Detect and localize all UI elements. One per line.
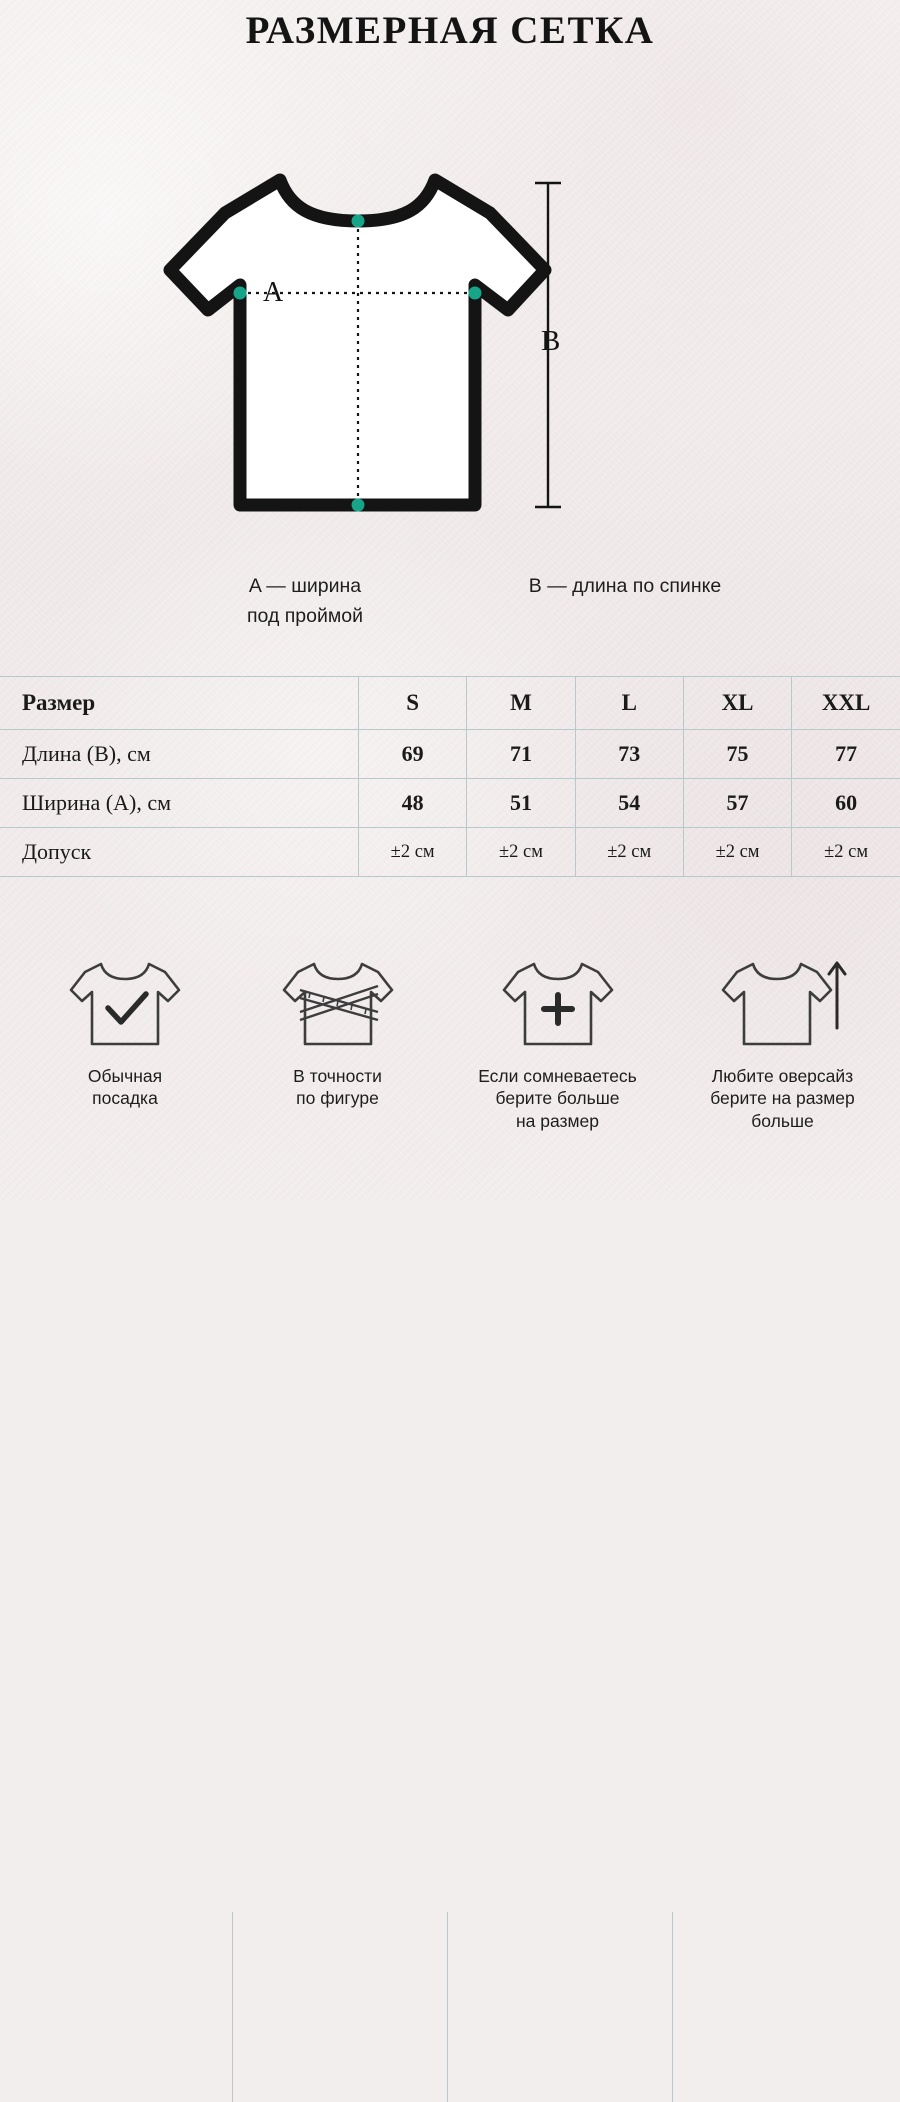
fit-label-line3: больше	[751, 1110, 814, 1131]
cell-width-xl: 57	[683, 779, 791, 828]
fit-option-regular	[20, 950, 230, 1110]
fit-label-line2: берите на размер	[710, 1088, 855, 1109]
fit-divider-3	[672, 1912, 673, 2102]
table-header-s: S	[359, 677, 467, 730]
tshirt-measurement-diagram	[0, 95, 900, 555]
row-label-length: Длина (B), см	[0, 730, 359, 779]
fit-option-size-up-if-unsure	[445, 950, 670, 1132]
fit-option-exact	[230, 950, 445, 1110]
diagram-label-a: A	[263, 277, 284, 308]
diagram-label-b: B	[541, 325, 561, 357]
fit-label-line1: Если сомневаетесь	[478, 1066, 637, 1086]
cell-tol-l: ±2 см	[575, 828, 683, 877]
size-table-wrapper	[0, 676, 900, 877]
legend-b	[450, 575, 800, 598]
cell-tol-xl: ±2 см	[683, 828, 791, 877]
row-label-width: Ширина (A), см	[0, 779, 359, 828]
cell-length-m: 71	[467, 730, 575, 779]
legend-b-line1: B — длина по спинке	[528, 575, 722, 597]
fit-label-line1: В точности	[293, 1066, 382, 1086]
fit-divider-1	[232, 1912, 233, 2102]
fit-divider-2	[447, 1912, 448, 2102]
cell-length-xl: 75	[683, 730, 791, 779]
point-a-right	[469, 287, 482, 300]
cell-width-m: 51	[467, 779, 575, 828]
tshirt-check-icon	[20, 950, 230, 1055]
table-header-row	[0, 677, 900, 730]
fit-label-line2: посадка	[92, 1088, 158, 1109]
cell-width-xxl: 60	[792, 779, 900, 828]
table-row	[0, 730, 900, 779]
point-b-top	[352, 215, 365, 228]
legend-a-line2: под проймой	[246, 605, 364, 627]
cell-width-s: 48	[359, 779, 467, 828]
table-header-xl: XL	[683, 677, 791, 730]
tshirt-tape-icon	[230, 950, 445, 1055]
table-header-m: M	[467, 677, 575, 730]
point-a-left	[234, 287, 247, 300]
fit-label-line1: Любите оверсайз	[711, 1066, 854, 1086]
legend-a-line1: A — ширина	[248, 575, 362, 597]
cell-tol-m: ±2 см	[467, 828, 575, 877]
cell-tol-s: ±2 см	[359, 828, 467, 877]
fit-label-line3: на размер	[515, 1110, 600, 1131]
cell-tol-xxl: ±2 см	[792, 828, 900, 877]
tshirt-plus-icon	[445, 950, 670, 1055]
fit-label-line1: Обычная	[87, 1066, 163, 1086]
table-header-size: Размер	[0, 677, 359, 730]
table-header-l: L	[575, 677, 683, 730]
tshirt-arrow-up-icon	[670, 950, 895, 1055]
cell-length-xxl: 77	[792, 730, 900, 779]
row-label-tolerance: Допуск	[0, 828, 359, 877]
page-title: РАЗМЕРНАЯ СЕТКА	[245, 9, 655, 52]
size-table	[0, 676, 900, 877]
cell-length-s: 69	[359, 730, 467, 779]
fit-label-line2: по фигуре	[296, 1088, 379, 1109]
tshirt-svg	[130, 95, 770, 535]
cell-length-l: 73	[575, 730, 683, 779]
fit-option-oversize	[670, 950, 895, 1132]
fit-label-line2: берите больше	[495, 1088, 620, 1109]
fit-recommendations	[0, 950, 900, 1200]
table-row	[0, 779, 900, 828]
table-row	[0, 828, 900, 877]
point-b-bottom	[352, 499, 365, 512]
cell-width-l: 54	[575, 779, 683, 828]
table-header-xxl: XXL	[792, 677, 900, 730]
legend-a	[140, 575, 470, 628]
